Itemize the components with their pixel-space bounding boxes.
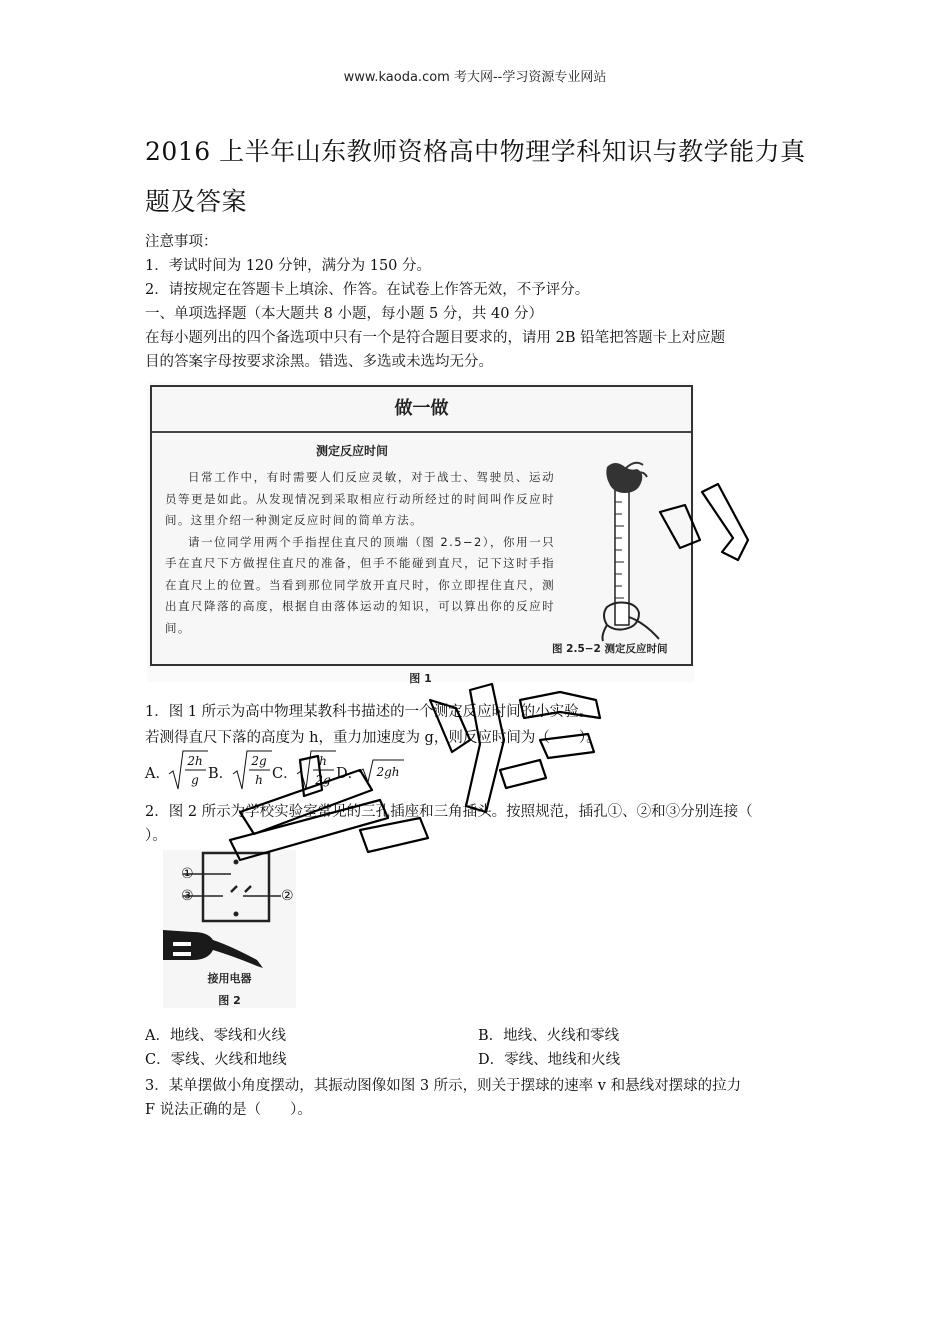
notice-item-1: 1．考试时间为 120 分钟，满分为 150 分。 — [145, 258, 432, 274]
question-2-option-a: A．地线、零线和火线 — [145, 1028, 286, 1044]
option-d-radicand: 2gh — [376, 765, 400, 779]
page-title-continued: 题及答案 — [145, 187, 248, 216]
question-1-option-d-label: D． — [336, 766, 363, 782]
question-1-option-a-label: A． — [145, 766, 170, 782]
notice-item-2: 2．请按规定在答题卡上填涂、作答。在试卷上作答无效，不予评分。 — [145, 282, 590, 298]
question-2-stem-continued: ）。 — [145, 828, 167, 844]
question-1-stem-continued: 若测得直尺下落的高度为 h，重力加速度为 g，则反应时间为（ ）。 — [145, 730, 601, 746]
sqrt-h-over-2g — [296, 748, 336, 792]
socket-hole-3-marker: ③ — [181, 888, 194, 904]
figure-1-label: 图 1 — [409, 672, 432, 685]
sqrt-2gh — [358, 758, 406, 784]
option-a-denominator: g — [191, 773, 199, 787]
question-2-option-b: B．地线、火线和零线 — [478, 1028, 620, 1044]
sqrt-2h-over-g — [168, 748, 208, 792]
question-3-stem: 3．某单摆做小角度摆动，其振动图像如图 3 所示，则关于摆球的速率 v 和悬线对摆球的拉力 — [145, 1078, 742, 1094]
figure-1-paragraph-2: 请一位同学用两个手指捏住直尺的顶端（图 2.5−2），你用一只手在直尺下方做捏住直尺的准备，但手不能碰到直尺，记下这时手指在直尺上的位置。当看到那位同学放开直尺时，你立即捏住直尺，测出直尺降落的高度，根据自由落体运动的知识，可以算出你的反应时间。 — [165, 534, 555, 635]
site-header: www.kaoda.com 考大网--学习资源专业网站 — [343, 70, 607, 85]
question-2-option-d: D．零线、地线和火线 — [478, 1052, 621, 1068]
section-description-continued: 目的答案字母按要求涂黑。错选、多选或未选均无分。 — [145, 354, 493, 370]
option-a-numerator: 2h — [187, 754, 203, 768]
question-1-option-b-label: B． — [208, 766, 234, 782]
option-c-numerator: h — [319, 754, 327, 768]
question-1-stem: 1．图 1 所示为高中物理某教科书描述的一个测定反应时间的小实验。 — [145, 704, 594, 720]
option-b-denominator: h — [255, 773, 263, 787]
question-2-option-c: C．零线、火线和地线 — [145, 1052, 287, 1068]
sqrt-2g-over-h — [232, 748, 272, 792]
figure-1-text — [165, 467, 555, 639]
question-1-option-c-label: C． — [272, 766, 298, 782]
notice-heading: 注意事项： — [145, 234, 218, 250]
question-3-stem-continued: F 说法正确的是（ ）。 — [145, 1102, 312, 1118]
option-c-denominator: 2g — [315, 773, 331, 787]
socket-hole-1-marker: ① — [181, 866, 194, 882]
page-title: 2016 上半年山东教师资格高中物理学科知识与教学能力真 — [145, 137, 806, 166]
figure-1-subtitle: 测定反应时间 — [315, 444, 388, 458]
figure-2 — [163, 850, 296, 1008]
question-2-stem: 2．图 2 所示为学校实验室常见的三孔插座和三角插头。按照规范，插孔①、②和③分别连接（ — [145, 804, 753, 820]
ruler-hand-illustration — [577, 457, 677, 642]
device-label: 接用电器 — [207, 972, 252, 985]
option-b-numerator: 2g — [251, 754, 267, 768]
figure-1-header: 做一做 — [152, 387, 691, 433]
figure-1-caption: 图 2.5−2 测定反应时间 — [552, 643, 668, 655]
figure-2-label: 图 2 — [218, 994, 241, 1007]
section-heading: 一、单项选择题（本大题共 8 小题，每小题 5 分，共 40 分） — [145, 306, 544, 322]
section-description: 在每小题列出的四个备选项中只有一个是符合题目要求的，请用 2B 铅笔把答题卡上对应题 — [145, 330, 726, 346]
socket-hole-2-marker: ② — [281, 888, 294, 904]
figure-1-paragraph-1: 日常工作中，有时需要人们反应灵敏，对于战士、驾驶员、运动员等更是如此。从发现情况到采取相应行动所经过的时间叫作反应时间。这里介绍一种测定反应时间的简单方法。 — [165, 470, 555, 527]
figure-1 — [147, 382, 694, 685]
